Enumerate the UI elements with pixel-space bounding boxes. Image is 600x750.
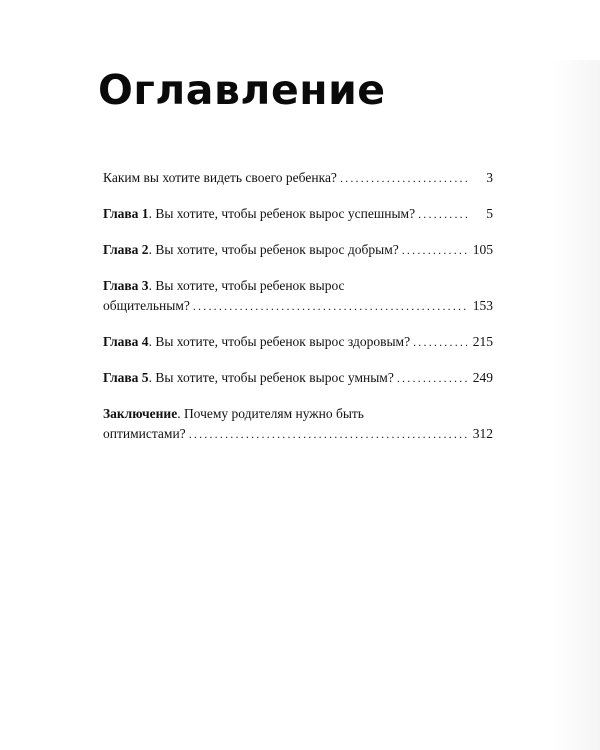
- toc-entry-chapter-2[interactable]: Глава 2. Вы хотите, чтобы ребенок вырос добрым? ..... 105: [103, 240, 493, 260]
- toc-page-number: 5: [486, 206, 493, 221]
- toc-page-number: 3: [486, 170, 493, 185]
- toc-entry-chapter-4[interactable]: Глава 4. Вы хотите, чтобы ребенок вырос здоровым? ..... 215: [103, 332, 493, 352]
- conclusion-label: Заключение: [103, 406, 178, 421]
- toc-entry-title-line2: общительным?: [103, 298, 190, 313]
- toc-page-number: 312: [472, 426, 493, 441]
- chapter-label: Глава 3: [103, 278, 149, 293]
- dot-leader: [397, 368, 467, 388]
- chapter-label: Глава 4: [103, 334, 149, 349]
- toc-page-number: 215: [472, 334, 493, 349]
- toc-entry-title-line1: Почему родителям нужно быть: [183, 406, 364, 421]
- toc-entry-title: Вы хотите, чтобы ребенок вырос здоровым?: [155, 334, 411, 349]
- dot-leader: [418, 204, 467, 224]
- toc-entry-title: Вы хотите, чтобы ребенок вырос добрым?: [155, 242, 399, 257]
- toc-page-number: 105: [472, 242, 493, 257]
- toc-entry-title: Каким вы хотите видеть своего ребенка?: [103, 170, 337, 185]
- dot-leader: [193, 296, 467, 316]
- toc-page-number: 249: [472, 370, 493, 385]
- toc-entry-intro[interactable]: [103, 168, 493, 188]
- chapter-label: Глава 2: [103, 242, 149, 257]
- toc-entry-chapter-5[interactable]: Глава 5. Вы хотите, чтобы ребенок вырос умным? ..... 249: [103, 368, 493, 388]
- toc-entry-title: Вы хотите, чтобы ребенок вырос умным?: [155, 370, 394, 385]
- page-edge-shadow: [552, 60, 600, 750]
- page-title: Оглавление: [98, 66, 386, 114]
- dot-leader: [402, 240, 467, 260]
- dot-leader: [413, 332, 467, 352]
- toc-entry-title-line1: Вы хотите, чтобы ребенок вырос: [155, 278, 345, 293]
- toc-entry-conclusion[interactable]: Заключение. Почему родителям нужно быть оптимистами? ..... 312: [103, 404, 493, 444]
- toc-page-number: 153: [472, 298, 493, 313]
- toc-entry-chapter-1[interactable]: Глава 1. Вы хотите, чтобы ребенок вырос успешным? ..... 5: [103, 204, 493, 224]
- chapter-label: Глава 1: [103, 206, 149, 221]
- table-of-contents: [103, 168, 493, 460]
- dot-leader: [189, 424, 467, 444]
- toc-entry-title-line2: оптимистами?: [103, 426, 186, 441]
- chapter-label: Глава 5: [103, 370, 149, 385]
- toc-entry-title: Вы хотите, чтобы ребенок вырос успешным?: [155, 206, 416, 221]
- toc-entry-chapter-3[interactable]: Глава 3. Вы хотите, чтобы ребенок вырос общительным? ..... 153: [103, 276, 493, 316]
- dot-leader: [340, 168, 467, 188]
